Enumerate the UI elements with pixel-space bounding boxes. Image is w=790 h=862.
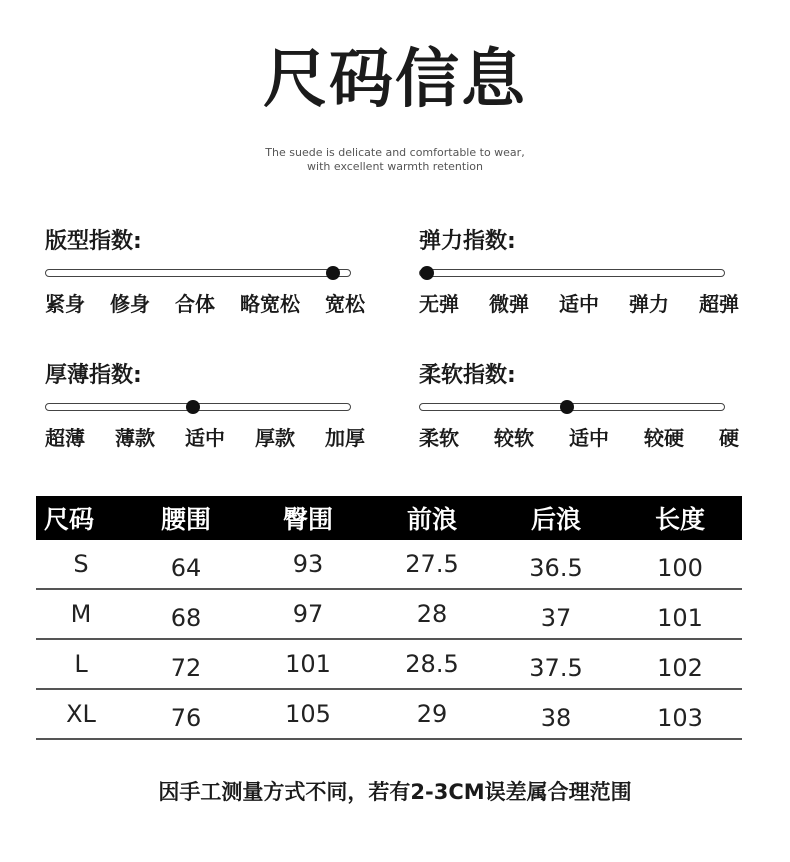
table-cell: 93: [292, 550, 324, 578]
table-cell: 102: [657, 654, 703, 682]
table-cell: 103: [657, 704, 703, 732]
softness-index-ticks: [419, 422, 739, 451]
table-cell: 29: [416, 700, 448, 728]
fit-index-label: 版型指数:: [45, 229, 142, 254]
fit-tick: 宽松: [325, 292, 365, 316]
header-hip: 臀围: [282, 505, 333, 534]
elasticity-tick: 弹力: [629, 292, 669, 316]
table-cell: 28: [416, 600, 448, 628]
table-cell: 72: [170, 654, 202, 682]
thickness-tick: 超薄: [45, 426, 85, 450]
fit-tick: 合体: [175, 292, 215, 316]
table-cell: 101: [657, 604, 703, 632]
table-cell: 68: [170, 604, 202, 632]
softness-index-label: 柔软指数:: [419, 363, 516, 388]
fit-index-track: [45, 269, 351, 277]
subtitle-line-2: with excellent warmth retention: [307, 160, 483, 173]
table-cell: L: [74, 650, 88, 678]
table-cell: 100: [657, 554, 703, 582]
softness-tick: 柔软: [419, 426, 459, 450]
elasticity-tick: 适中: [559, 292, 599, 316]
table-row: [36, 640, 742, 690]
thickness-tick: 适中: [185, 426, 225, 450]
elasticity-tick: 超弹: [699, 292, 739, 316]
softness-tick: 较硬: [644, 426, 684, 450]
size-table-header: [36, 496, 742, 540]
softness-tick: 适中: [569, 426, 609, 450]
fit-tick: 紧身: [45, 292, 85, 316]
size-table: [36, 496, 742, 740]
softness-tick: 硬: [719, 426, 739, 450]
thickness-tick: 薄款: [115, 426, 155, 450]
elasticity-index-label: 弹力指数:: [419, 229, 516, 254]
header-waist: 腰围: [160, 505, 211, 534]
fit-tick: 修身: [110, 292, 150, 316]
table-cell: 101: [285, 650, 331, 678]
thickness-index-ticks: [45, 422, 365, 451]
thickness-index-marker: [186, 400, 200, 414]
page-title: 尺码信息: [263, 43, 527, 117]
table-cell: XL: [66, 700, 96, 728]
table-cell: 28.5: [405, 650, 459, 678]
subtitle: [0, 146, 790, 174]
elasticity-index-ticks: [419, 288, 739, 317]
elasticity-index: [419, 228, 739, 316]
thickness-index: [45, 362, 365, 450]
elasticity-index-marker: [420, 266, 434, 280]
table-cell: 38: [540, 704, 572, 732]
table-cell: M: [70, 600, 92, 628]
fit-index: [45, 228, 365, 316]
table-cell: 76: [170, 704, 202, 732]
table-row: [36, 690, 742, 740]
table-cell: 37.5: [529, 654, 583, 682]
table-cell: S: [73, 550, 89, 578]
fit-tick: 略宽松: [240, 292, 300, 316]
table-row: [36, 590, 742, 640]
table-cell: 36.5: [529, 554, 583, 582]
fit-index-marker: [326, 266, 340, 280]
table-cell: 37: [540, 604, 572, 632]
header-length: 长度: [654, 505, 705, 534]
subtitle-line-1: The suede is delicate and comfortable to wear,: [265, 146, 525, 159]
table-cell: 27.5: [405, 550, 459, 578]
header-front-rise: 前浪: [406, 505, 457, 534]
measurement-note: 因手工测量方式不同，若有2-3CM误差属合理范围: [158, 780, 632, 804]
table-cell: 97: [292, 600, 324, 628]
fit-index-ticks: [45, 288, 365, 317]
table-cell: 64: [170, 554, 202, 582]
header-back-rise: 后浪: [530, 505, 581, 534]
softness-tick: 较软: [494, 426, 534, 450]
thickness-tick: 加厚: [325, 426, 365, 450]
elasticity-index-track: [419, 269, 725, 277]
softness-index: [419, 362, 739, 450]
elasticity-tick: 无弹: [419, 292, 459, 316]
softness-index-marker: [560, 400, 574, 414]
elasticity-tick: 微弹: [489, 292, 529, 316]
header-size: 尺码: [44, 505, 95, 534]
thickness-index-label: 厚薄指数:: [45, 363, 142, 388]
table-row: [36, 540, 742, 590]
table-cell: 105: [285, 700, 331, 728]
thickness-tick: 厚款: [255, 426, 295, 450]
